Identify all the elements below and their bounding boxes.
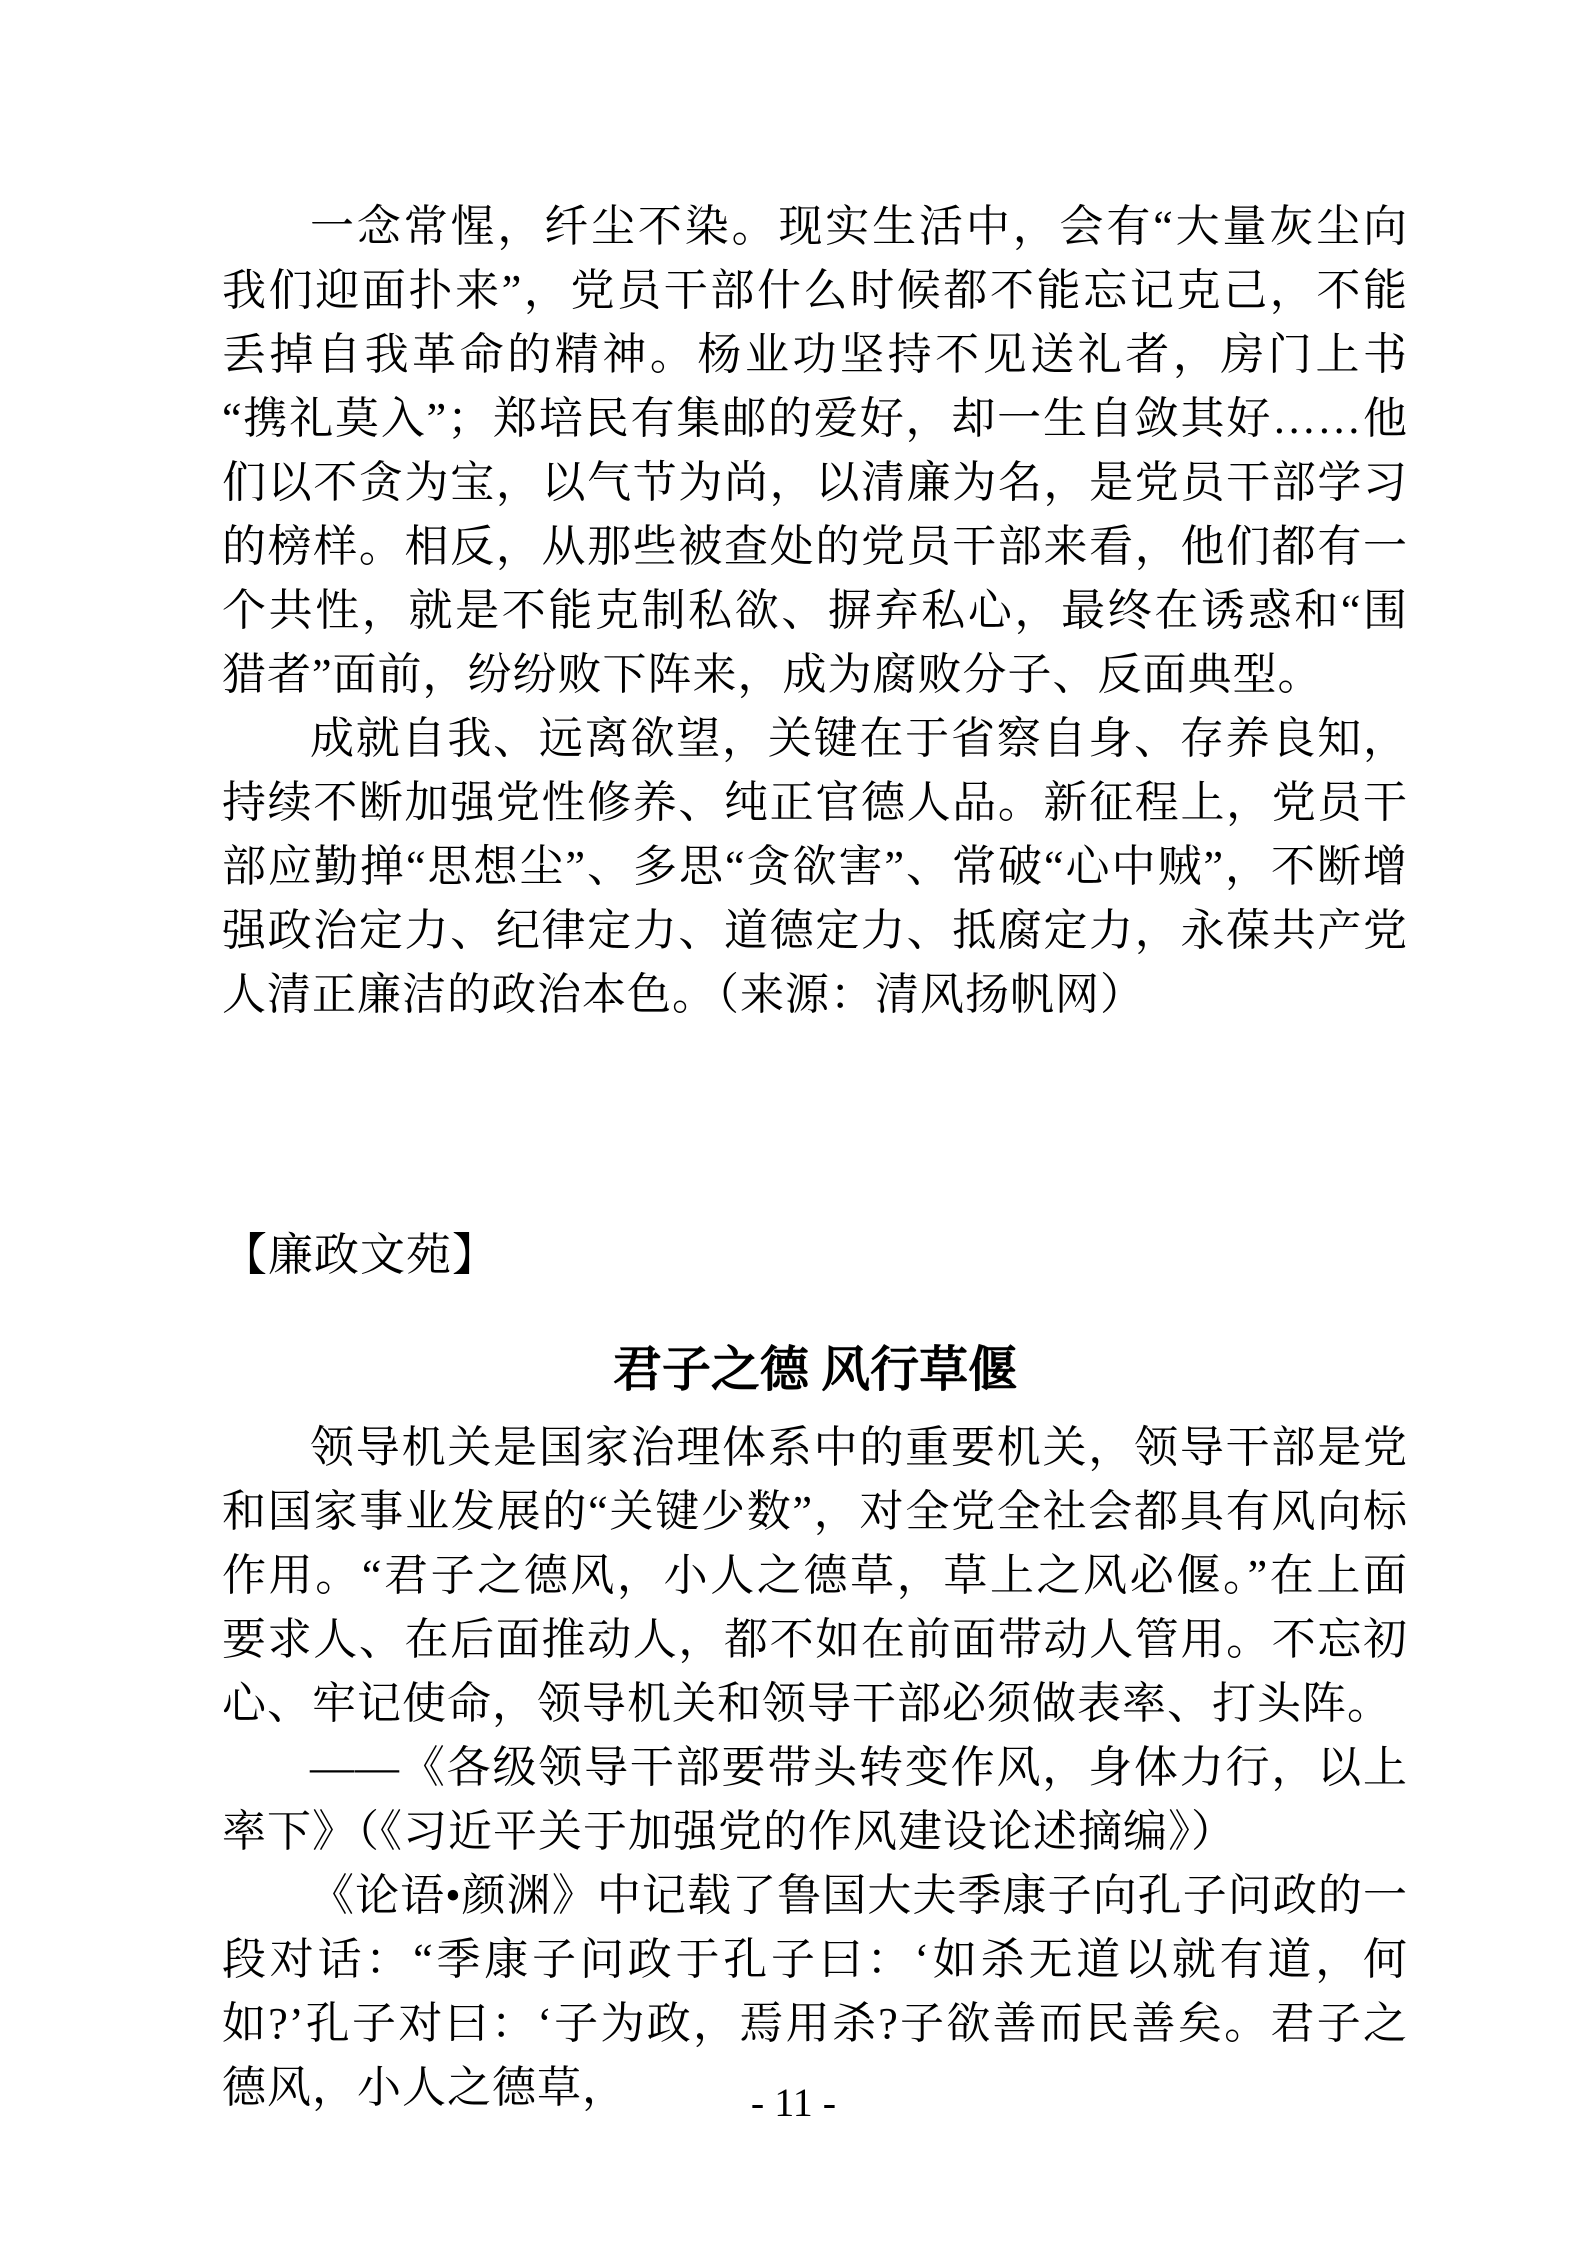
article-title: 君子之德 风行草偃 bbox=[612, 1342, 1018, 1397]
body-paragraph-3: 领导机关是国家治理体系中的重要机关，领导干部是党和国家事业发展的“关键少数”，对全党全社会都具有风向标作用。“君子之德风，小人之德草，草上之风必偃。”在上面要求人、在后面推动人，都不如在前面带动人管用。不忘初心、牢记使命，领导机关和领导干部必须做表率、打头阵。 bbox=[222, 1423, 1408, 1728]
body-paragraph-2: 成就自我、远离欲望，关键在于省察自身、存养良知，持续不断加强党性修养、纯正官德人品。新征程上，党员干部应勤掸“思想尘”、多思“贪欲害”、常破“心中贼”，不断增强政治定力、纪律定力、道德定力、抵腐定力，永葆共产党人清正廉洁的政治本色。（来源：清风扬帆网） bbox=[222, 714, 1408, 1019]
body-paragraph-1: 一念常惺，纤尘不染。现实生活中，会有“大量灰尘向我们迎面扑来”，党员干部什么时候都不能忘记克己，不能丢掉自我革命的精神。杨业功坚持不见送礼者，房门上书“携礼莫入”；郑培民有集邮的爱好，却一生自敛其好……他们以不贪为宝，以气节为尚，以清廉为名，是党员干部学习的榜样。相反，从那些被查处的党员干部来看，他们都有一个共性，就是不能克制私欲、摒弃私心，最终在诱惑和“围猎者”面前，纷纷败下阵来，成为腐败分子、反面典型。 bbox=[222, 202, 1408, 699]
page-number: - 11 - bbox=[750, 2080, 837, 2125]
text-block bbox=[222, 195, 1408, 2120]
body-paragraph-4: 《论语•颜渊》中记载了鲁国大夫季康子向孔子问政的一段对话：“季康子问政于孔子曰：‘如杀无道以就有道，何如?’孔子对曰：‘子为政，焉用杀?子欲善而民善矣。君子之德风，小人之德草， bbox=[222, 1871, 1408, 2112]
quote-attribution-paragraph: ——《各级领导干部要带头转变作风，身体力行，以上率下》（《习近平关于加强党的作风建设论述摘编》） bbox=[222, 1743, 1408, 1856]
section-header: 【廉政文苑】 bbox=[222, 1230, 499, 1280]
